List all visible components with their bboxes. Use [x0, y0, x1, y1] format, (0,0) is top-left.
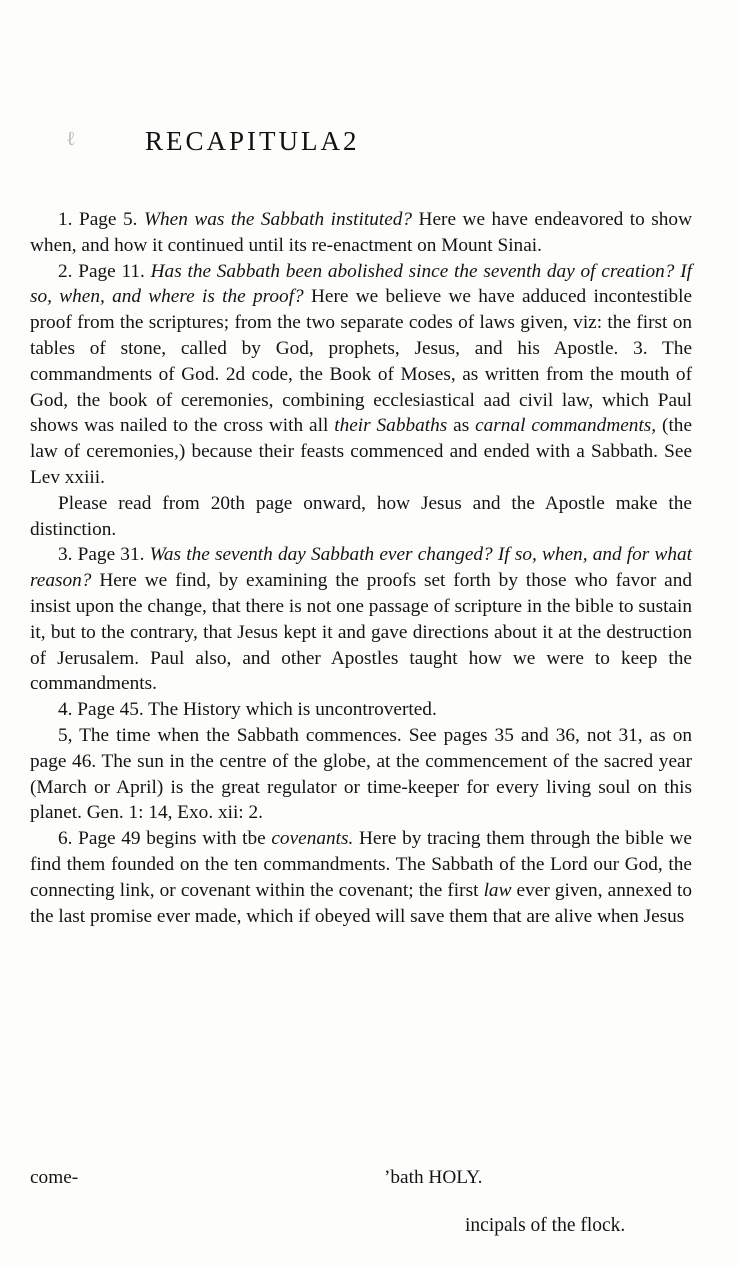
item-6-emphasis-covenants: covenants.	[271, 828, 354, 850]
item-3-text: Here we find, by examining the proofs set forth by those who favor and insist upon the change, that there is not one passage of scripture in the bible to sustain it, but to the contrary, that Jesus kept it and gave directions about it at the destruction of Jerusalem. Paul also, and other Apostles taught how we were to keep the commandments.	[30, 570, 692, 695]
item-1-question: When was the Sabbath instituted?	[143, 209, 413, 230]
truncated-bottom-line: incipals of the flock.	[465, 1215, 626, 1236]
pencil-mark: ℓ	[66, 128, 76, 150]
item-2	[30, 259, 692, 491]
recapitulation-body	[30, 207, 692, 929]
item-2-lead: 2. Page 11.	[58, 260, 151, 282]
truncated-line-end: ʼbath HOLY.	[384, 1167, 483, 1188]
item-6-text-b: ever given, annexed to the last promise ever made, which if obeyed will save them that are alive when Jesus	[30, 879, 692, 927]
item-1-lead: 1. Page 5.	[58, 209, 144, 230]
item-2-text-b: (the law of ceremonies,) because their feasts commenced and ended with a Sabbath. See Lev xxiii.	[30, 415, 692, 488]
page-title: RECAPITULA2	[145, 126, 360, 156]
item-2-text-mid: as	[447, 415, 476, 437]
item-6	[30, 826, 692, 929]
item-3-question: Was the seventh day Sabbath ever changed? If so, when, and for what reason?	[30, 544, 692, 592]
item-1-text: Here we have endeavored to show when, and how it continued until its re-enactment on Mount Sinai.	[30, 209, 692, 256]
item-6-lead: 6. Page 49 begins with tbe	[58, 828, 272, 850]
item-3-lead: 3. Page 31.	[58, 544, 150, 566]
item-2-question: Has the Sabbath been abolished since the seventh day of creation? If so, when, and where is the proof?	[30, 260, 692, 308]
item-2-note: Please read from 20th page onward, how Jesus and the Apostle make the distinction.	[30, 492, 692, 540]
item-6-text-a: Here by tracing them through the bible we find them founded on the ten commandments. The Sabbath of the Lord our God, the connecting link, or covenant within the covenant; the first	[30, 828, 692, 901]
item-2-text-a: Here we believe we have adduced incontestible proof from the scriptures; from the two separate codes of laws given, viz: the first on tables of stone, called by God, prophets, Jesus, and his Apostle. 3. The commandments of God. 2d code, the Book of Moses, as written from the mouth of God, the book of ceremonies, combining ecclesiastical aad civil law, which Paul shows was nailed to the cross with all	[30, 286, 693, 437]
item-5: 5, The time when the Sabbath commences. See pages 35 and 36, not 31, as on page 46. The sun in the centre of the globe, at the commencement of the sacred year (March or April) is the great regulator or time-keeper for every living soul on this planet. Gen. 1: 14, Exo. xii: 2.	[30, 724, 692, 824]
item-6-emphasis-law: law	[483, 879, 512, 901]
item-3	[30, 542, 692, 697]
item-2-emphasis-sabbaths: their Sabbaths	[334, 415, 448, 437]
item-2-emphasis-carnal: carnal commandments,	[475, 415, 657, 437]
truncated-line-start: come‐	[30, 1167, 79, 1188]
item-1	[30, 207, 692, 259]
item-4: 4. Page 45. The History which is uncontroverted.	[58, 699, 437, 721]
